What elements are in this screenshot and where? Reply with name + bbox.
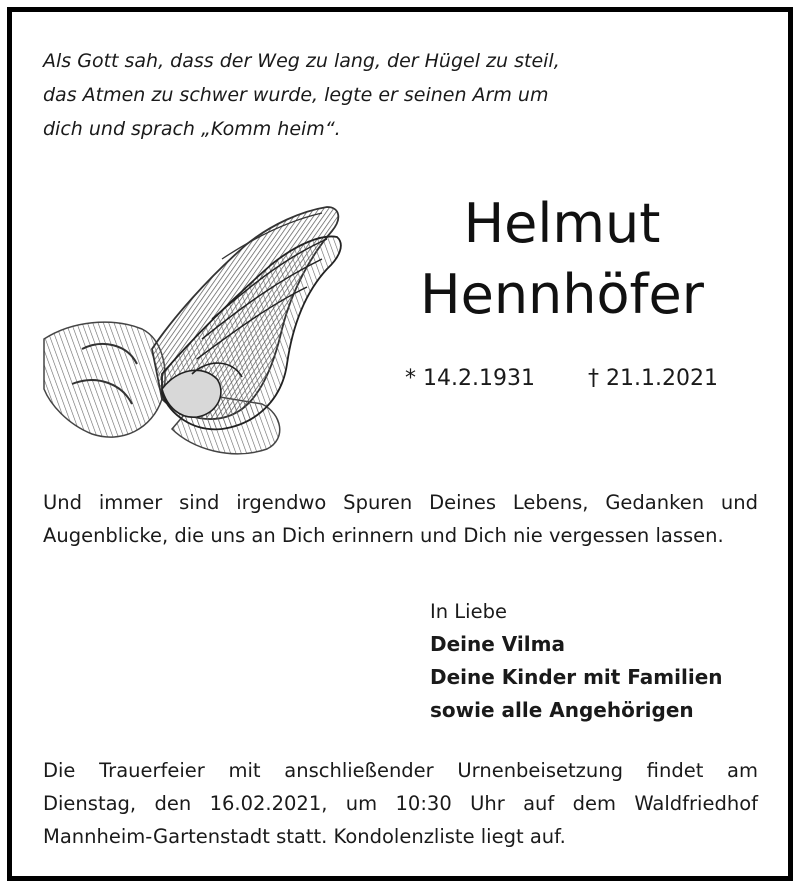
funeral-line: Die Trauerfeier mit anschließender Urnenbeisetzung findet am bbox=[43, 759, 758, 782]
quote-line: das Atmen zu schwer wurde, legte er seinen Arm um bbox=[43, 84, 549, 106]
signoff-line: Deine Vilma bbox=[430, 632, 565, 656]
memory-paragraph bbox=[43, 486, 758, 552]
deceased-first-name: Helmut bbox=[463, 192, 661, 255]
signoff-intro: In Liebe bbox=[430, 600, 507, 623]
signoff-block bbox=[430, 595, 723, 727]
signoff-line: sowie alle Angehörigen bbox=[430, 698, 694, 722]
signoff-line: Deine Kinder mit Familien bbox=[430, 665, 723, 689]
funeral-line: Mannheim-Gartenstadt statt. Kondolenzliste liegt auf. bbox=[43, 825, 566, 848]
opening-quote bbox=[43, 44, 643, 146]
memory-line: Und immer sind irgendwo Spuren Deines Lebens, Gedanken und bbox=[43, 491, 758, 514]
death-date: † 21.1.2021 bbox=[588, 366, 718, 391]
funeral-paragraph bbox=[43, 754, 758, 853]
memory-line: Augenblicke, die uns an Dich erinnern und Dich nie vergessen lassen. bbox=[43, 524, 724, 547]
funeral-line: Dienstag, den 16.02.2021, um 10:30 Uhr auf dem Waldfriedhof bbox=[43, 792, 758, 815]
obituary-frame bbox=[7, 7, 793, 881]
quote-line: Als Gott sah, dass der Weg zu lang, der Hügel zu steil, bbox=[43, 50, 560, 72]
birth-date: * 14.2.1931 bbox=[405, 366, 535, 391]
quote-line: dich und sprach „Komm heim“. bbox=[43, 118, 341, 140]
deceased-last-name: Hennhöfer bbox=[420, 263, 704, 326]
praying-hands-icon bbox=[42, 199, 347, 467]
